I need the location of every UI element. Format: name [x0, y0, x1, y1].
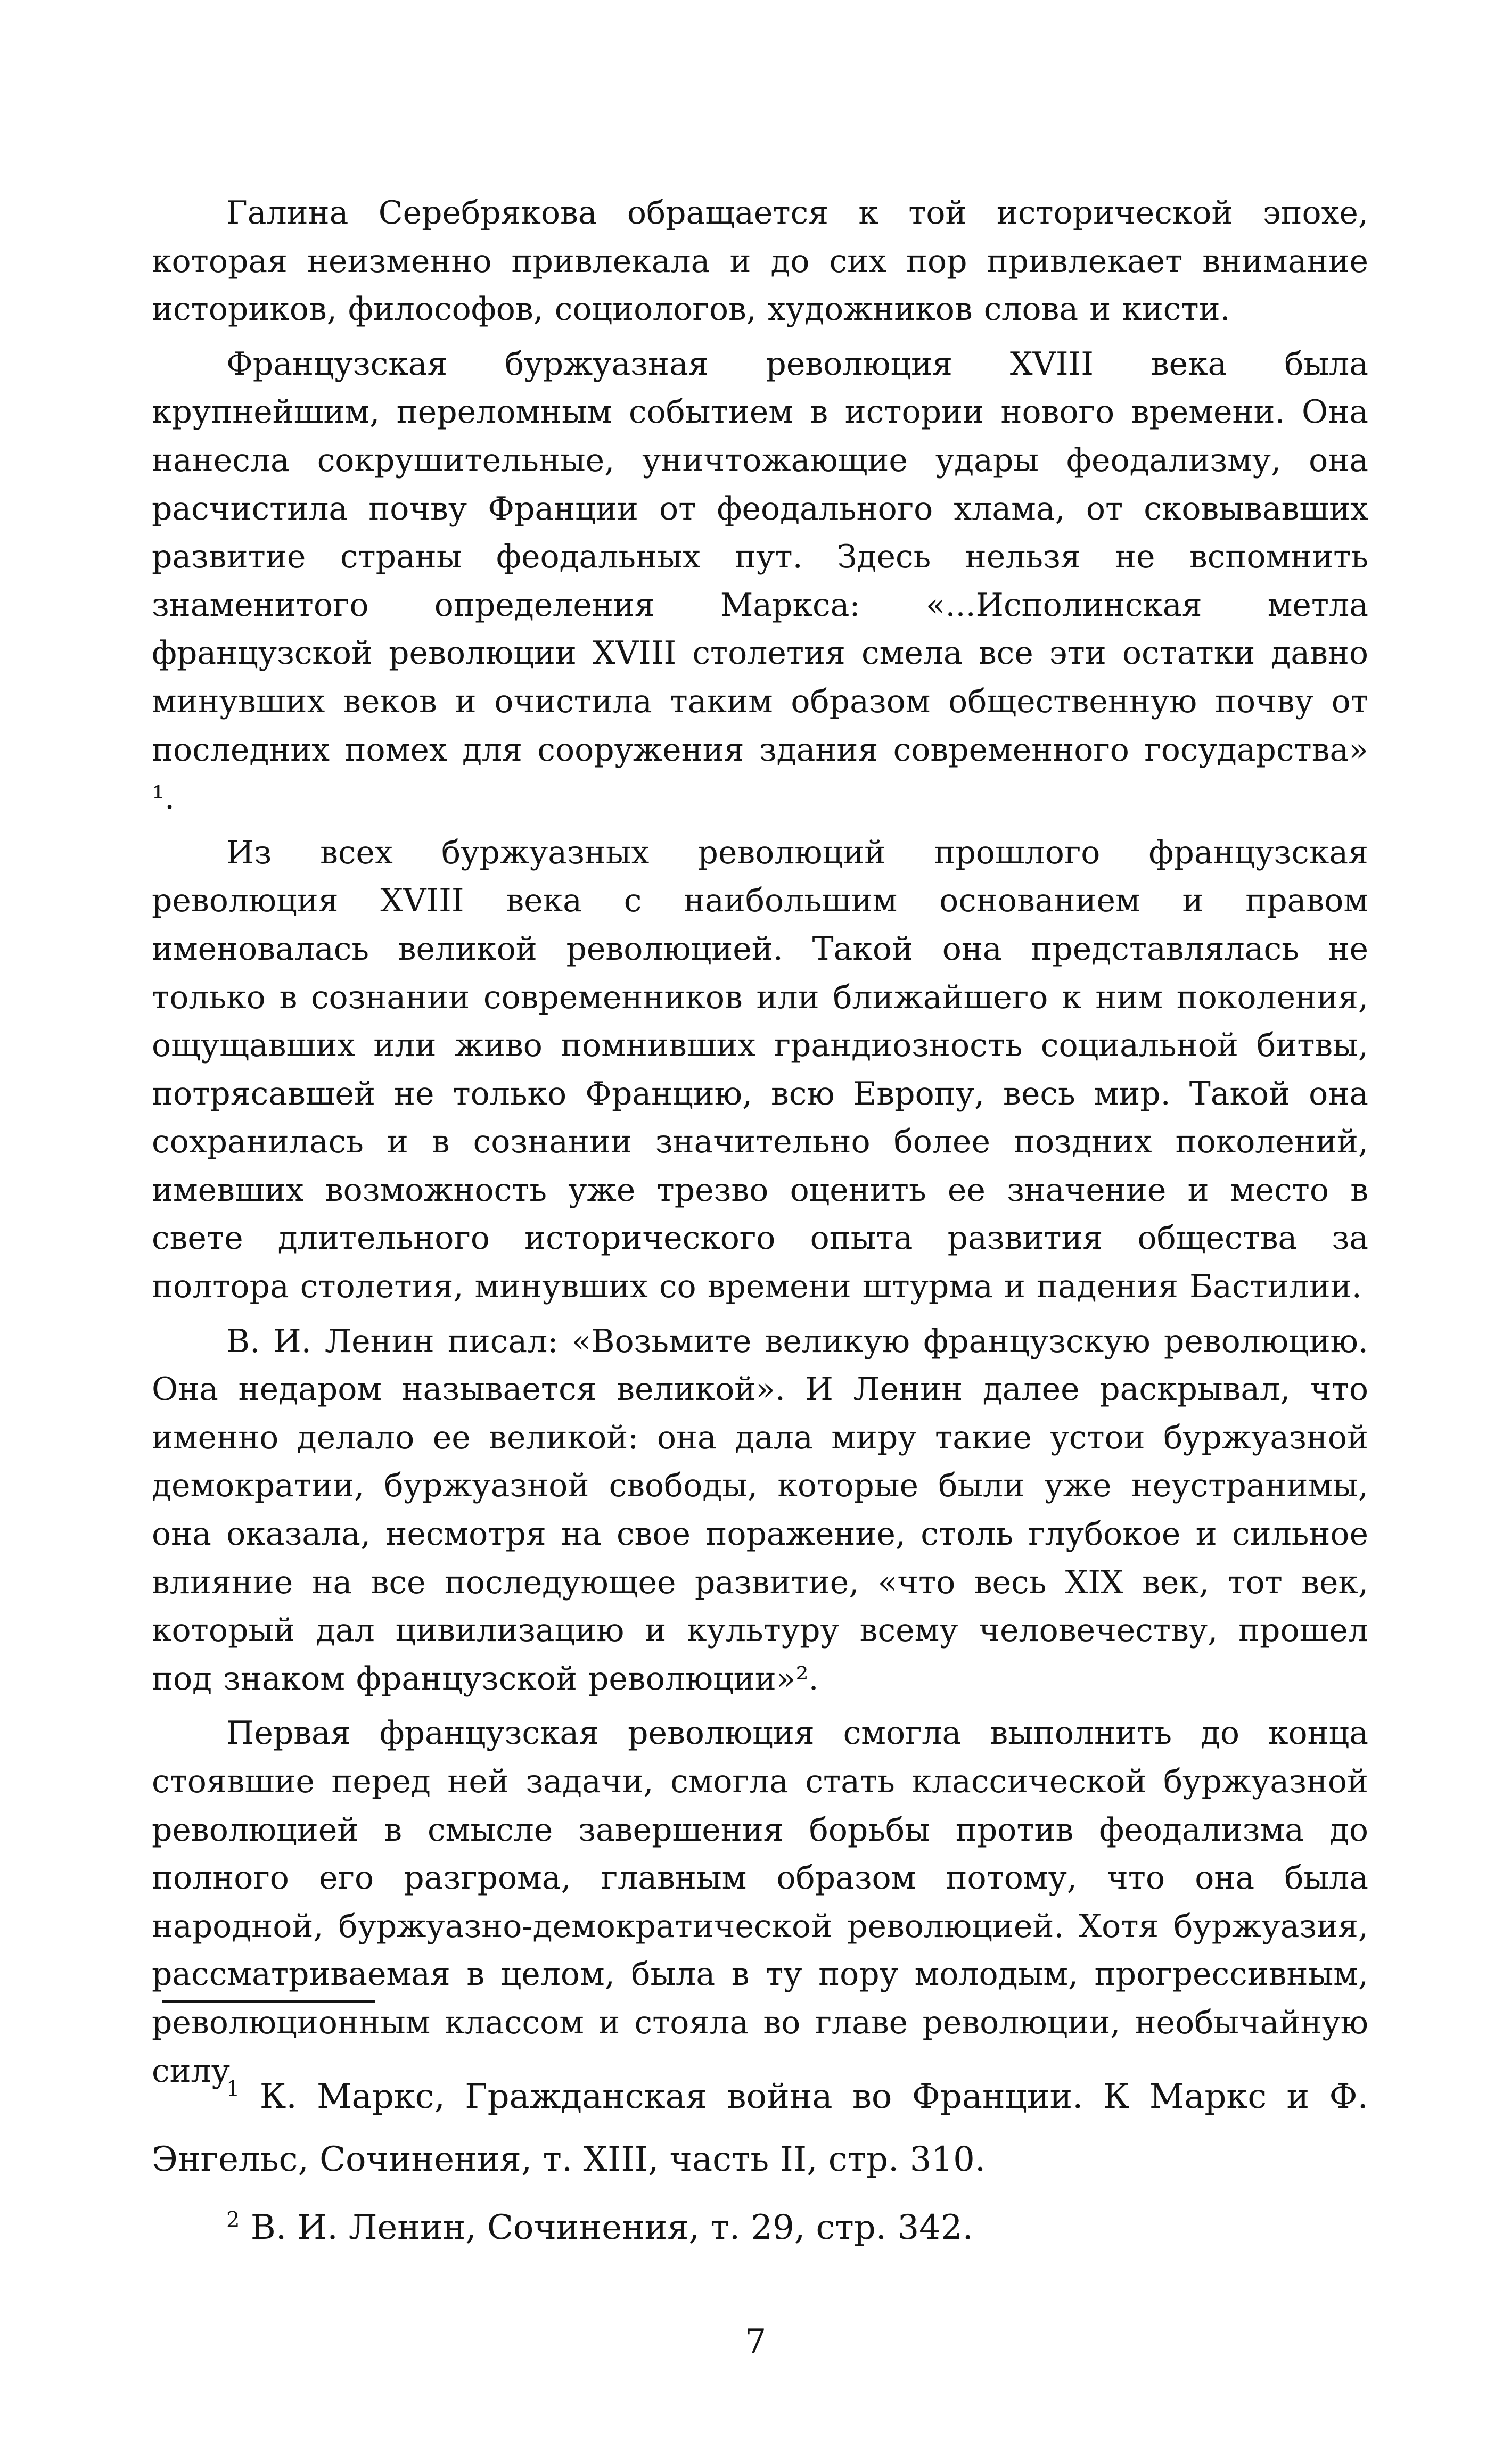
footnote-separator — [162, 2000, 375, 2003]
paragraph-2: Французская буржуазная революция XVIII века была крупнейшим, переломным событием в истории нового времени. Она нанесла сокрушительные, уничтожающие удары феодализму, она расчистила почву Франции от феодального хлама, от сковывавших развитие страны феодальных пут. Здесь нельзя не вспомнить знаменитого определения Маркса: «...Исполинская метла французской революции XVIII столетия смела все эти остатки давно минувших веков и очистила таким образом общественную почву от последних помех для сооружения здания современного государства» ¹. — [152, 345, 1368, 817]
footnote-marker: 1 — [226, 2076, 240, 2102]
footnote-marker: 2 — [226, 2207, 240, 2232]
footnote-1 — [152, 2065, 1368, 2191]
footnotes — [152, 2065, 1368, 2259]
paragraph-1: Галина Серебрякова обращается к той исторической эпохе, которая неизменно привлекала и до сих пор привлекает внимание историков, философов, социологов, художников слова и кисти. — [152, 194, 1368, 328]
paragraph-5: Первая французская революция смогла выполнить до конца стоявшие перед ней задачи, смогла стать классической буржуазной революцией в смысле завершения борьбы против феодализма до полного его разгрома, главным образом потому, что она была народной, буржуазно-демократической революцией. Хотя буржуазия, рассматриваемая в целом, была в ту пору молодым, прогрессивным, революционным классом и стояла во главе революции, необычайную силу — [152, 1715, 1368, 2090]
paragraph-4: В. И. Ленин писал: «Возьмите великую французскую революцию. Она недаром называется великой». И Ленин далее раскрывал, что именно делало ее великой: она дала миру такие устои буржуазной демократии, буржуазной свободы, которые были уже неустранимы, она оказала, несмотря на свое поражение, столь глубокое и сильное влияние на все последующее развитие, «что весь XIX век, тот век, который дал цивилизацию и культуру всему человечеству, прошел под знаком французской революции»². — [152, 1322, 1368, 1697]
main-text — [152, 189, 1368, 2095]
footnote-2 — [152, 2196, 1368, 2259]
footnote-text: В. И. Ленин, Сочинения, т. 29, стр. 342. — [250, 2208, 973, 2247]
footnote-text: К. Маркс, Гражданская война во Франции. К Маркс и Ф. Энгельс, Сочинения, т. XIII, часть II, стр. 310. — [152, 2077, 1369, 2179]
paragraph-3: Из всех буржуазных революций прошлого французская революция XVIII века с наибольшим основанием и правом именовалась великой революцией. Такой она представлялась не только в сознании современников или ближайшего к ним поколения, ощущавших или живо помнивших грандиозность социальной битвы, потрясавшей не только Францию, всю Европу, весь мир. Такой она сохранилась и в сознании значительно более поздних поколений, имевших возможность уже трезво оценить ее значение и место в свете длительного исторического опыта развития общества за полтора столетия, минувших со времени штурма и падения Бастилии. — [152, 834, 1368, 1306]
page-number: 7 — [744, 2322, 767, 2362]
